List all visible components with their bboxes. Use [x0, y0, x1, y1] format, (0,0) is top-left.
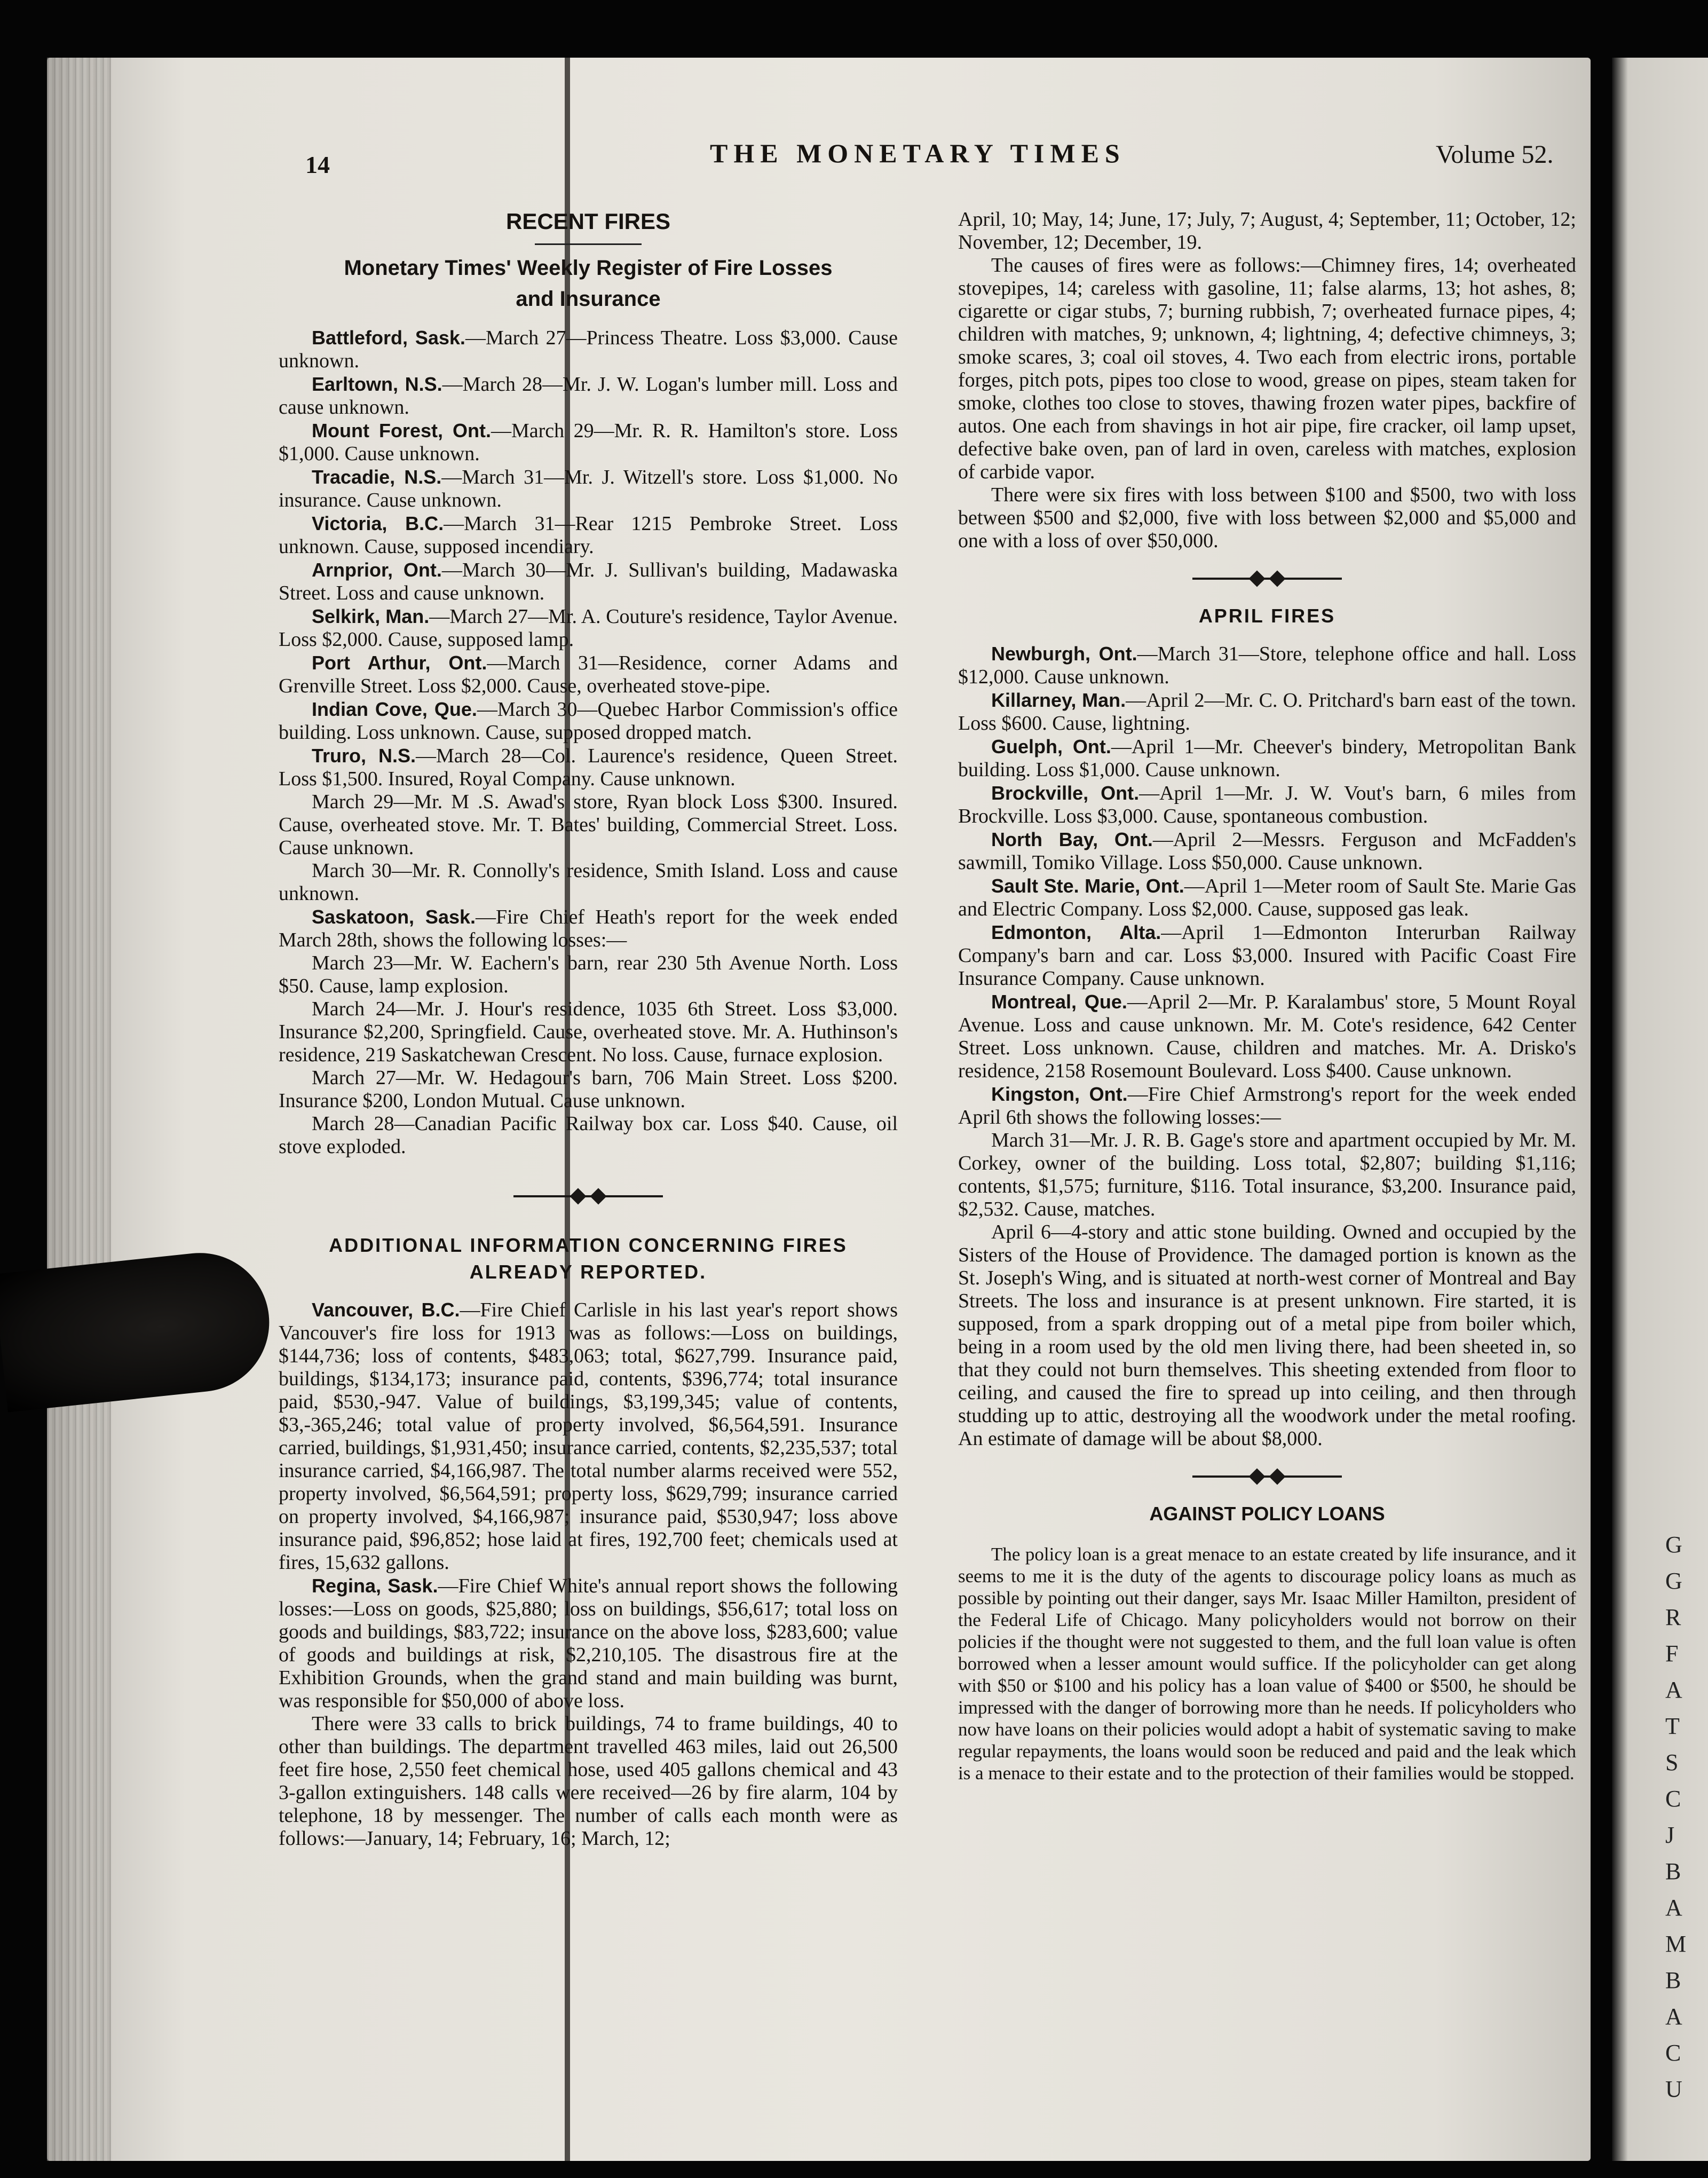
facing-page-letter: T — [1665, 1713, 1680, 1739]
left-column — [279, 208, 898, 1850]
policy-loans-text: The policy loan is a great menace to an estate created by life insurance, and it seems to me it is the duty of the agents to discourage policy loans as much as possible by pointing out their danger, says Mr. Isaac Miller Hamilton, president of the Federal Life of Chicago. Many policyholders would not borrow on their policies if the thought were not suggested to them, and the full loan value is often borrowed when a lesser amount would suffice. If the policyholder can get along with $50 or $100 and his policy has a loan value of $400 or $500, he should be impressed with the danger of borrowing more than he needs. If policyholders who now have loans on their policies would adopt a habit of systematic saving to make regular repayments, the loans would soon be reduced and paid and the leak which is a menace to their estate and to the protection of their families would be stopped. — [958, 1544, 1576, 1784]
report-item: March 23—Mr. W. Eachern's barn, rear 230 5th Avenue North. Loss $50. Cause, lamp explosion. — [279, 952, 898, 997]
section-ornament — [513, 1188, 663, 1204]
entry-text: —March 31—Mr. J. Witzell's store. Loss $1,000. No insurance. Cause unknown. — [279, 466, 898, 511]
entry-place: Edmonton, Alta. — [991, 921, 1161, 943]
report-item: March 27—Mr. W. Hedagour's barn, 706 Main Street. Loss $200. Insurance $200, London Mutual. Cause unknown. — [279, 1067, 898, 1112]
entry-place: Truro, N.S. — [312, 745, 416, 767]
facing-page-letter: G — [1665, 1532, 1682, 1558]
calls-paragraph: There were 33 calls to brick buildings, 74 to frame buildings, 40 to other than buildings. The department travelled 463 miles, laid out 26,500 feet fire hose, 2,550 feet chemical hose, used 405 gallons chemical and 43 3-gallon extinguishers. 148 calls were received—26 by fire alarm, 104 by telephone, 18 by messenger. The number of calls each month were as follows:—January, 14; February, 16; March, 12; — [279, 1713, 898, 1850]
entry-text: —March 28—Col. Laurence's residence, Queen Street. Loss $1,500. Insured, Royal Company. Cause unknown. — [279, 745, 898, 790]
additional-title-line-2: ALREADY REPORTED. — [469, 1261, 707, 1283]
additional-info-title — [279, 1232, 898, 1285]
page-stack-edge — [47, 58, 111, 2161]
vancouver-report — [279, 1298, 898, 1574]
fire-entry — [958, 642, 1576, 689]
fire-entry — [279, 905, 898, 952]
fire-entry — [958, 689, 1576, 735]
causes-paragraph: The causes of fires were as follows:—Chimney fires, 14; overheated stovepipes, 14; careless with gasoline, 11; false alarms, 13; hot ashes, 8; cigarette or cigar stubs, 7; burning rubbish, 7; overheated furnace pipes, 4; children with matches, 9; unknown, 4; lightning, 4; defective chimneys, 3; smoke scares, 3; coal oil stoves, 4. Two each from electric irons, portable forges, pitch pots, pipes too close to wood, grease on pipes, steam taken for smoke, clothes too close to stoves, thawing frozen water pipes, backfire of autos. One each from shavings in hot air pipe, fire cracker, oil lamp upset, defective bake oven, pan of lard in oven, careless with matches, explosion of carbide vapor. — [958, 254, 1576, 483]
facing-page-letter: R — [1665, 1604, 1681, 1630]
entry-place: Tracadie, N.S. — [312, 466, 442, 488]
entry-text: —April 1—Mr. J. W. Vout's barn, 6 miles from Brockville. Loss $3,000. Cause, spontaneous combustion. — [958, 782, 1576, 827]
facing-page-letter: C — [1665, 1786, 1681, 1812]
facing-page-letter: B — [1665, 1967, 1681, 1993]
entry-text: —March 30—Quebec Harbor Commission's office building. Loss unknown. Cause, supposed dropped match. — [279, 698, 898, 744]
entry-text: —March 27—Princess Theatre. Loss $3,000. Cause unknown. — [279, 327, 898, 372]
title-rule — [535, 243, 642, 245]
entry-place: Earltown, N.S. — [312, 373, 442, 395]
facing-page-letter: U — [1665, 2076, 1682, 2102]
entry-text: —April 2—Mr. C. O. Pritchard's barn east of the town. Loss $600. Cause, lightning. — [958, 689, 1576, 735]
running-header — [0, 138, 1708, 180]
entry-text: —April 1—Mr. Cheever's bindery, Metropolitan Bank building. Loss $1,000. Cause unknown. — [958, 736, 1576, 781]
entry-place: Brockville, Ont. — [991, 782, 1140, 804]
fire-entry — [279, 419, 898, 465]
regina-report — [279, 1574, 898, 1713]
recent-fires-title: RECENT FIRES — [505, 209, 671, 234]
entry-text: —Fire Chief Carlisle in his last year's report shows Vancouver's fire loss for 1913 was as follows:—Loss on buildings, $144,736; loss of contents, $483,063; total, $627,799. Insurance paid, buildings, $134,173; insurance paid, contents, $396,774; total insurance paid, $530,-947. Value of buildings, $3,199,345; value of contents, $3,-365,246; total value of property involved, $6,564,591. Insurance carried, buildings, $1,931,450; insurance carried, contents, $2,235,537; total insurance carried, $4,166,987. The total number alarms received were 552, property involved, $6,564,591; property loss, $629,799; insurance carried on property involved, $4,166,987; insurance paid, $530,947; loss above insurance paid, $96,852; hose laid at fires, 192,700 feet; chemicals used at fires, 15,632 gallons. — [279, 1299, 898, 1574]
fire-entry — [279, 605, 898, 651]
entry-text: —March 31—Store, telephone office and hall. Loss $12,000. Cause unknown. — [958, 643, 1576, 688]
entry-text: —March 27—Mr. A. Couture's residence, Taylor Avenue. Loss $2,000. Cause, supposed lamp. — [279, 605, 898, 651]
right-column — [958, 208, 1576, 1784]
entry-place: Guelph, Ont. — [991, 736, 1111, 757]
entry-text: —April 1—Edmonton Interurban Railway Company's barn and car. Loss $3,000. Insured with Pacific Coast Fire Insurance Company. Cause unknown. — [958, 921, 1576, 990]
volume-label: Volume 52. — [1436, 140, 1554, 169]
fire-entry — [958, 1083, 1576, 1129]
facing-page-letter: J — [1665, 1822, 1675, 1848]
policy-loans-title: AGAINST POLICY LOANS — [1149, 1503, 1385, 1525]
facing-page-letter: C — [1665, 2040, 1681, 2066]
journal-title: THE MONETARY TIMES — [710, 138, 1126, 168]
fire-entry — [279, 373, 898, 419]
subtitle-line-1: Monetary Times' Weekly Register of Fire Losses — [344, 256, 833, 280]
entry-place: Mount Forest, Ont. — [312, 420, 491, 441]
entry-text: —Fire Chief Armstrong's report for the week ended April 6th shows the following losses:— — [958, 1083, 1576, 1129]
fire-entry — [279, 512, 898, 558]
facing-page-letter: G — [1665, 1568, 1682, 1594]
facing-page-letters — [1665, 1527, 1697, 2108]
entry-place: Newburgh, Ont. — [991, 643, 1137, 665]
entry-text: —Fire Chief Heath's report for the week ended March 28th, shows the following losses:— — [279, 906, 898, 951]
fire-entry-continued: March 30—Mr. R. Connolly's residence, Smith Island. Loss and cause unknown. — [279, 859, 898, 905]
fire-entry — [279, 326, 898, 373]
fire-entry — [958, 735, 1576, 782]
section-ornament — [1192, 571, 1342, 587]
entry-place: Selkirk, Man. — [312, 605, 430, 627]
section-ornament — [1192, 1469, 1342, 1485]
entry-place: Vancouver, B.C. — [312, 1299, 460, 1321]
entry-text: —March 28—Mr. J. W. Logan's lumber mill. Loss and cause unknown. — [279, 373, 898, 419]
entry-place: Arnprior, Ont. — [312, 559, 442, 581]
fire-entry — [279, 744, 898, 791]
report-item: March 24—Mr. J. Hour's residence, 1035 6th Street. Loss $3,000. Insurance $2,200, Springfield. Cause, overheated stove. Mr. A. Huthinson's residence, 219 Saskatchewan Crescent. No loss. Cause, furnace explosion. — [279, 998, 898, 1066]
fire-entry — [958, 874, 1576, 921]
fire-entry — [279, 558, 898, 605]
entry-place: Killarney, Man. — [991, 689, 1126, 711]
subtitle-line-2: and Insurance — [516, 287, 661, 311]
entry-place: Saskatoon, Sask. — [312, 906, 476, 928]
losses-paragraph: There were six fires with loss between $100 and $500, two with loss between $500 and $2,000, five with loss between $2,000 and $5,000 and one with a loss of over $50,000. — [958, 484, 1576, 552]
facing-page-letter: A — [1665, 2003, 1682, 2030]
entry-place: Port Arthur, Ont. — [312, 652, 487, 674]
report-item: March 31—Mr. J. R. B. Gage's store and apartment occupied by Mr. M. Corkey, owner of the building. Loss total, $2,807; building $1,116; contents, $1,575; furniture, $116. Total insurance, $3,200. Insurance paid, $2,532. Cause, matches. — [958, 1129, 1576, 1220]
fire-entry — [279, 465, 898, 512]
entry-text: —Fire Chief White's annual report shows the following losses:—Loss on goods, $25,880; loss on buildings, $56,617; total loss on goods and buildings, $83,722; insurance on the above loss, $283,600; value of goods and buildings at risk, $2,210,105. The disastrous fire at the Exhibition Grounds, when the grand stand and main building was burnt, was responsible for $50,000 of above loss. — [279, 1575, 898, 1712]
entry-place: Sault Ste. Marie, Ont. — [991, 875, 1184, 897]
monthly-calls-continued: April, 10; May, 14; June, 17; July, 7; August, 4; September, 11; October, 12; November, 12; December, 19. — [958, 208, 1576, 254]
facing-page-letter: A — [1665, 1895, 1682, 1921]
fire-entry — [958, 990, 1576, 1083]
fire-entry — [279, 698, 898, 744]
facing-page-letter: M — [1665, 1931, 1687, 1957]
additional-title-line-1: ADDITIONAL INFORMATION CONCERNING FIRES — [329, 1234, 848, 1256]
entry-text: —April 2—Mr. P. Karalambus' store, 5 Mount Royal Avenue. Loss and cause unknown. Mr. M. Cote's residence, 642 Center Street. Loss unknown. Cause, children and matches. Mr. A. Drisko's residence, 2158 Rosemount Boulevard. Loss $400. Cause unknown. — [958, 991, 1577, 1082]
entry-place: Kingston, Ont. — [991, 1083, 1128, 1105]
entry-place: Victoria, B.C. — [312, 512, 444, 534]
report-item: April 6—4-story and attic stone building. Owned and occupied by the Sisters of the House of Providence. The damaged portion is known as the St. Joseph's Wing, and is situated at north-west corner of Montreal and Bay Streets. The loss and insurance is at present unknown. Fire started, it is supposed, from a spark dropping out of a metal pipe from boiler which, being in a room used by the old men living there, had been sheeted in, so that they could not burn themselves. This sheeting extended from floor to ceiling, and caused the fire to spread up into ceiling, and then through studding up to attic, destroying all the woodwork under the metal roofing. An estimate of damage will be about $8,000. — [958, 1221, 1576, 1450]
entry-place: Regina, Sask. — [312, 1575, 438, 1597]
facing-page-letter: A — [1665, 1677, 1682, 1703]
entry-place: Battleford, Sask. — [312, 327, 465, 349]
report-item: March 28—Canadian Pacific Railway box car. Loss $40. Cause, oil stove exploded. — [279, 1112, 898, 1158]
entry-text: —March 31—Residence, corner Adams and Grenville Street. Loss $2,000. Cause, overheated stove-pipe. — [279, 652, 898, 697]
page-number: 14 — [305, 151, 330, 178]
recent-fires-entries — [279, 326, 898, 1158]
entry-text: —March 30—Mr. J. Sullivan's building, Madawaska Street. Loss and cause unknown. — [279, 559, 898, 604]
fire-entry-continued: March 29—Mr. M .S. Awad's store, Ryan block Loss $300. Insured. Cause, overheated stove. Mr. T. Bates' building, Commercial Street. Loss. Cause unknown. — [279, 791, 898, 859]
register-subtitle — [279, 252, 898, 314]
entry-place: Indian Cove, Que. — [312, 698, 477, 720]
entry-text: —March 29—Mr. R. R. Hamilton's store. Loss $1,000. Cause unknown. — [279, 420, 898, 465]
fire-entry — [958, 782, 1576, 828]
facing-page-letter: F — [1665, 1640, 1679, 1667]
fire-entry — [958, 828, 1576, 874]
entry-place: North Bay, Ont. — [991, 828, 1153, 850]
entry-text: —March 31—Rear 1215 Pembroke Street. Loss unknown. Cause, supposed incendiary. — [279, 512, 898, 558]
facing-page-letter: B — [1665, 1858, 1681, 1884]
entry-text: —April 2—Messrs. Ferguson and McFadden's sawmill, Tomiko Village. Loss $50,000. Cause unknown. — [958, 828, 1576, 874]
april-fires-title: APRIL FIRES — [1198, 605, 1336, 627]
entry-text: —April 1—Meter room of Sault Ste. Marie Gas and Electric Company. Loss $2,000. Cause, supposed gas leak. — [958, 875, 1577, 920]
entry-place: Montreal, Que. — [991, 991, 1127, 1013]
facing-page-letter: S — [1665, 1749, 1679, 1775]
fire-entry — [279, 651, 898, 698]
fire-entry — [958, 921, 1576, 990]
